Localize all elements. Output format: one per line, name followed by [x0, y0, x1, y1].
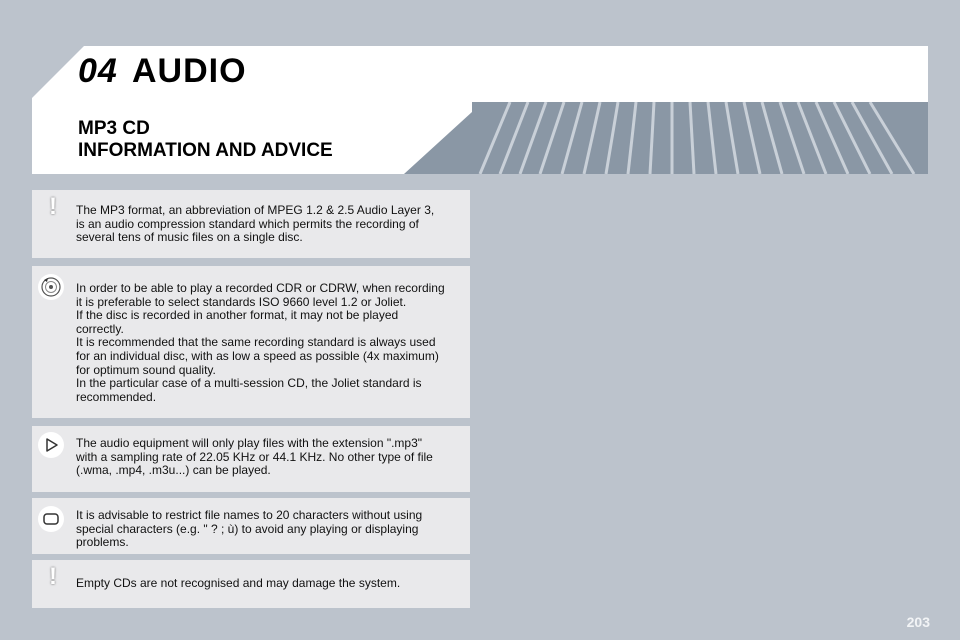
note-box: [32, 560, 470, 608]
exclamation-icon: !: [49, 563, 57, 590]
section-title-line2: INFORMATION AND ADVICE: [78, 140, 333, 161]
note-box: [32, 266, 470, 418]
screen-icon: [38, 506, 64, 532]
section-title: [78, 118, 333, 162]
disc-icon: [38, 274, 64, 300]
note-text: The MP3 format, an abbreviation of MPEG 1.2 & 2.5 Audio Layer 3, is an audio compression standard which permits the recording of several tens of music files on a single disc.: [76, 203, 435, 245]
note-text: It is advisable to restrict file names to 20 characters without using special characters (e.g. " ? ; ù) to avoid any playing or displaying problems.: [76, 508, 423, 550]
note-box: [32, 426, 470, 492]
exclamation-icon: !: [49, 193, 57, 220]
note-text: In order to be able to play a recorded CDR or CDRW, when recording it is preferable to select standards ISO 9660 level 1.2 or Joliet. If the disc is recorded in another format, it may not be played correctly. It is recommended that the same recording standard is always used for an individual disc, with as low a speed as possible (4x maximum) for optimum sound quality. In the particular case of a multi-session CD, the Joliet standard is recommended.: [76, 281, 445, 404]
play-icon: [38, 432, 64, 458]
chapter-number: 04: [78, 52, 118, 90]
note-text: Empty CDs are not recognised and may damage the system.: [76, 576, 401, 590]
note-text: The audio equipment will only play files with the extension ".mp3" with a sampling rate of 22.05 KHz or 44.1 KHz. No other type of file (.wma, .mp4, .m3u...) can be played.: [76, 436, 433, 478]
note-box: [32, 498, 470, 554]
note-box: [32, 190, 470, 258]
section-title-line1: MP3 CD: [78, 118, 150, 139]
decorative-stripes: [400, 102, 928, 174]
page-number: 203: [906, 614, 930, 630]
chapter-title: AUDIO: [132, 52, 247, 90]
